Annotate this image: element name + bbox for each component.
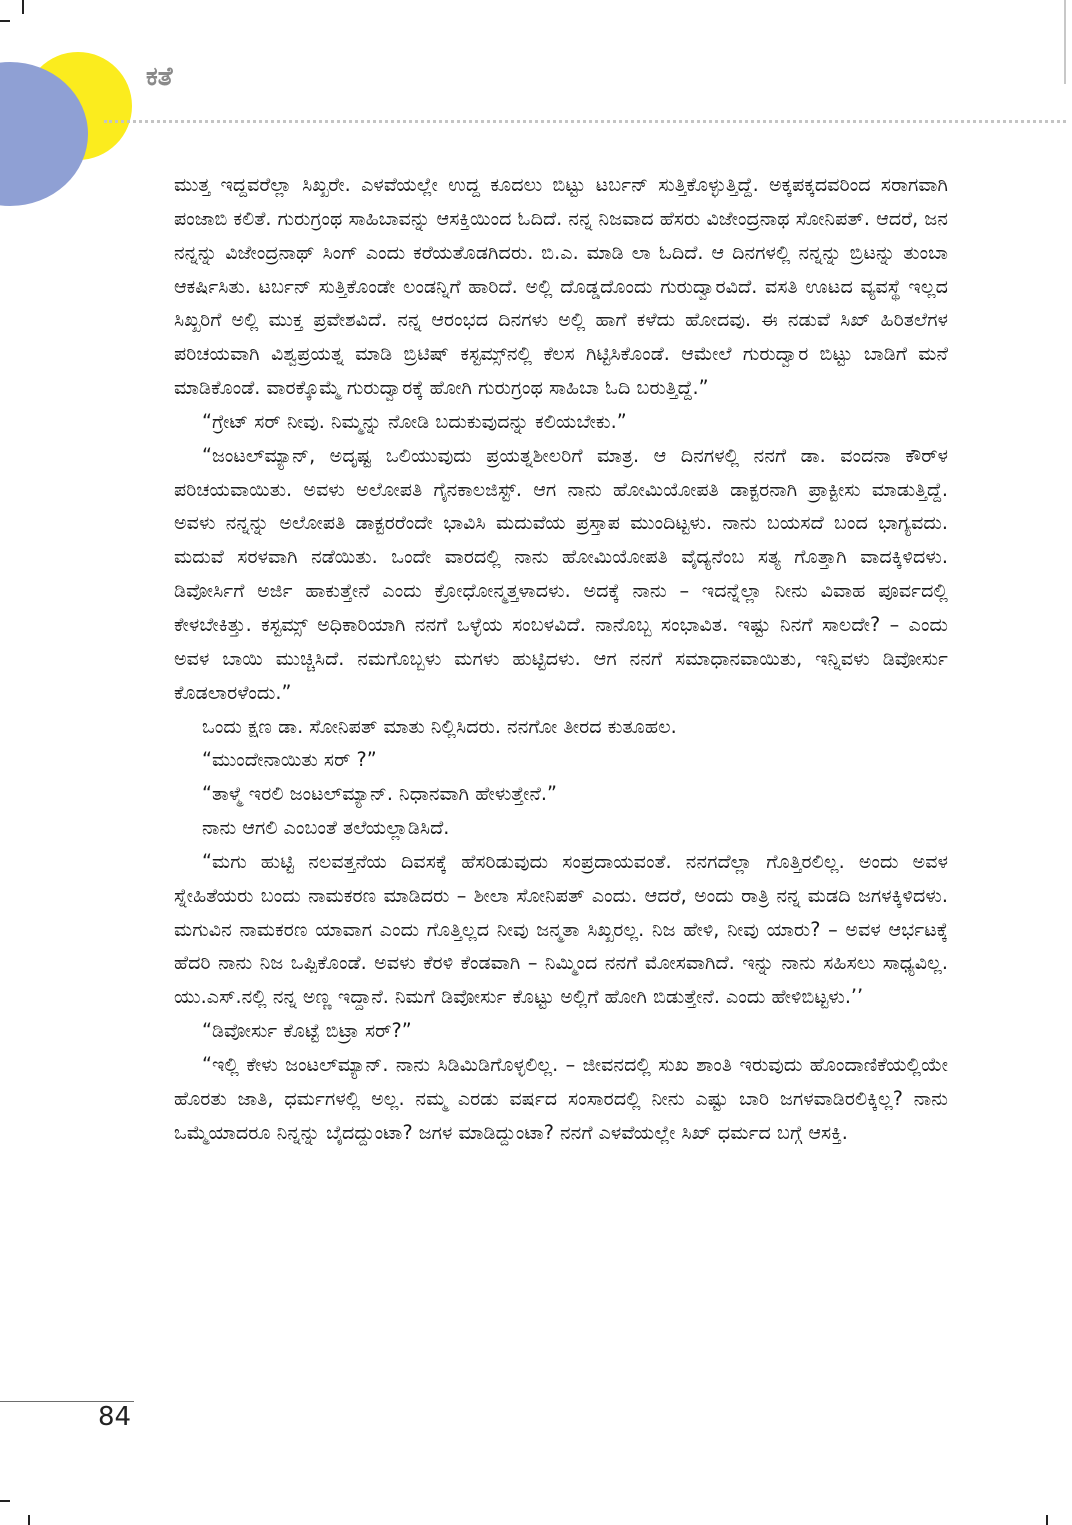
page-edge-line xyxy=(1064,0,1066,84)
body-paragraph: ಒಂದು ಕ್ಷಣ ಡಾ. ಸೋನಿಪತ್ ಮಾತು ನಿಲ್ಲಿಸಿದರು. ನನಗೋ ತೀರದ ಕುತೂಹಲ. xyxy=(202,714,677,738)
crop-mark-bottom-right xyxy=(1046,1515,1048,1525)
story-body xyxy=(174,168,948,1149)
body-paragraph: “ತಾಳ್ಮೆ ಇರಲಿ ಜಂಟಲ್‌ಮ್ಯಾನ್. ನಿಧಾನವಾಗಿ ಹೇಳುತ್ತೇನೆ.” xyxy=(202,782,557,806)
body-paragraph: “ಮುಂದೇನಾಯಿತು ಸರ್ ?” xyxy=(202,748,377,772)
body-paragraph: “ಗ್ರೇಟ್ ಸರ್ ನೀವು. ನಿಮ್ಮನ್ನು ನೋಡಿ ಬದುಕುವುದನ್ನು ಕಲಿಯಬೇಕು.” xyxy=(202,409,627,433)
header-dotted-rule xyxy=(104,120,1066,123)
crop-mark-left-upper xyxy=(0,20,10,22)
page-number: 84 xyxy=(98,1402,132,1432)
crop-mark-top-left xyxy=(22,0,24,14)
body-paragraph: “ಮಗು ಹುಟ್ಟಿ ನಲವತ್ತನೆಯ ದಿವಸಕ್ಕೆ ಹೆಸರಿಡುವುದು ಸಂಪ್ರದಾಯವಂತೆ. ನನಗದೆಲ್ಲಾ ಗೊತ್ತಿರಲಿಲ್ಲ. ಅಂದು ಅವಳ ಸ್ನೇಹಿತೆಯರು ಬಂದು ನಾಮಕರಣ ಮಾಡಿದರು – ಶೀಲಾ ಸೋನಿಪತ್ ಎಂದು. ಆದರೆ, ಅಂದು ರಾತ್ರಿ ನನ್ನ ಮಡದಿ ಜಗಳಕ್ಕಿಳಿದಳು. ಮಗುವಿನ ನಾಮಕರಣ ಯಾವಾಗ ಎಂದು ಗೊತ್ತಿಲ್ಲದ ನೀವು ಜನ್ಮತಾ ಸಿಖ್ಖರಲ್ಲ. ನಿಜ ಹೇಳಿ, ನೀವು ಯಾರು? – ಅವಳ ಆರ್ಭಟಕ್ಕೆ ಹೆದರಿ ನಾನು ನಿಜ ಒಪ್ಪಿಕೊಂಡೆ. ಅವಳು ಕೆರಳಿ ಕೆಂಡವಾಗಿ – ನಿಮ್ಮಿಂದ ನನಗೆ ಮೋಸವಾಗಿದೆ. ಇನ್ನು ನಾನು ಸಹಿಸಲು ಸಾಧ್ಯವಿಲ್ಲ. ಯು.ಎಸ್.ನಲ್ಲಿ ನನ್ನ ಅಣ್ಣ ಇದ್ದಾನೆ. ನಿಮಗೆ ಡಿವೋರ್ಸು ಕೊಟ್ಟು ಅಲ್ಲಿಗೆ ಹೋಗಿ ಬಿಡುತ್ತೇನೆ. ಎಂದು ಹೇಳಿಬಿಟ್ಟಳು.’’ xyxy=(174,849,948,1009)
body-paragraph: ನಾನು ಆಗಲಿ ಎಂಬಂತೆ ತಲೆಯಲ್ಲಾಡಿಸಿದೆ. xyxy=(202,816,450,840)
body-paragraph: “ಡಿವೋರ್ಸು ಕೊಟ್ಟೆ ಬಿಟ್ರಾ ಸರ್?” xyxy=(202,1019,412,1043)
section-title: ಕತೆ xyxy=(146,62,173,92)
body-paragraph: ಮುತ್ತ ಇದ್ದವರೆಲ್ಲಾ ಸಿಖ್ಖರೇ. ಎಳವೆಯಲ್ಲೇ ಉದ್ದ ಕೂದಲು ಬಿಟ್ಟು ಟರ್ಬನ್ ಸುತ್ತಿಕೊಳ್ಳುತ್ತಿದ್ದೆ. ಅಕ್ಕಪಕ್ಕದವರಿಂದ ಸರಾಗವಾಗಿ ಪಂಜಾಬಿ ಕಲಿತೆ. ಗುರುಗ್ರಂಥ ಸಾಹಿಬಾವನ್ನು ಆಸಕ್ತಿಯಿಂದ ಓದಿದೆ. ನನ್ನ ನಿಜವಾದ ಹೆಸರು ವಿಜೇಂದ್ರನಾಥ ಸೋನಿಪತ್. ಆದರೆ, ಜನ ನನ್ನನ್ನು ವಿಜೇಂದ್ರನಾಥ್ ಸಿಂಗ್ ಎಂದು ಕರೆಯತೊಡಗಿದರು. ಬಿ.ಎ. ಮಾಡಿ ಲಾ ಓದಿದೆ. ಆ ದಿನಗಳಲ್ಲಿ ನನ್ನನ್ನು ಬ್ರಿಟನ್ನು ತುಂಬಾ ಆಕರ್ಷಿಸಿತು. ಟರ್ಬನ್ ಸುತ್ತಿಕೊಂಡೇ ಲಂಡನ್ನಿಗೆ ಹಾರಿದೆ. ಅಲ್ಲಿ ದೊಡ್ಡದೊಂದು ಗುರುದ್ವಾರವಿದೆ. ವಸತಿ ಊಟದ ವ್ಯವಸ್ಥೆ ಇಲ್ಲದ ಸಿಖ್ಖರಿಗೆ ಅಲ್ಲಿ ಮುಕ್ತ ಪ್ರವೇಶವಿದೆ. ನನ್ನ ಆರಂಭದ ದಿನಗಳು ಅಲ್ಲಿ ಹಾಗೆ ಕಳೆದು ಹೋದವು. ಈ ನಡುವೆ ಸಿಖ್ ಹಿರಿತಲೆಗಳ ಪರಿಚಯವಾಗಿ ವಿಶ್ವಪ್ರಯತ್ನ ಮಾಡಿ ಬ್ರಿಟಿಷ್ ಕಸ್ಟಮ್ಸ್‌ನಲ್ಲಿ ಕೆಲಸ ಗಿಟ್ಟಿಸಿಕೊಂಡೆ. ಆಮೇಲೆ ಗುರುದ್ವಾರ ಬಿಟ್ಟು ಬಾಡಿಗೆ ಮನೆ ಮಾಡಿಕೊಂಡೆ. ವಾರಕ್ಕೊಮ್ಮೆ ಗುರುದ್ವಾರಕ್ಕೆ ಹೋಗಿ ಗುರುಗ್ರಂಥ ಸಾಹಿಬಾ ಓದಿ ಬರುತ್ತಿದ್ದೆ.” xyxy=(174,173,948,400)
crop-mark-bottom-left xyxy=(28,1515,30,1525)
body-paragraph: “ಜಂಟಲ್‌ಮ್ಯಾನ್, ಅದೃಷ್ಟ ಒಲಿಯುವುದು ಪ್ರಯತ್ನಶೀಲರಿಗೆ ಮಾತ್ರ. ಆ ದಿನಗಳಲ್ಲಿ ನನಗೆ ಡಾ. ವಂದನಾ ಕೌರ್‌ಳ ಪರಿಚಯವಾಯಿತು. ಅವಳು ಅಲೋಪತಿ ಗೈನಕಾಲಜಿಸ್ಟ್. ಆಗ ನಾನು ಹೋಮಿಯೋಪತಿ ಡಾಕ್ಟರನಾಗಿ ಪ್ರಾಕ್ಟೀಸು ಮಾಡುತ್ತಿದ್ದೆ. ಅವಳು ನನ್ನನ್ನು ಅಲೋಪತಿ ಡಾಕ್ಟರರೆಂದೇ ಭಾವಿಸಿ ಮದುವೆಯ ಪ್ರಸ್ತಾಪ ಮುಂದಿಟ್ಟಳು. ನಾನು ಬಯಸದೆ ಬಂದ ಭಾಗ್ಯವದು. ಮದುವೆ ಸರಳವಾಗಿ ನಡೆಯಿತು. ಒಂದೇ ವಾರದಲ್ಲಿ ನಾನು ಹೋಮಿಯೋಪತಿ ವೈದ್ಯನೆಂಬ ಸತ್ಯ ಗೊತ್ತಾಗಿ ವಾದಕ್ಕಿಳಿದಳು. ಡಿವೋರ್ಸಿಗೆ ಅರ್ಜಿ ಹಾಕುತ್ತೇನೆ ಎಂದು ಕ್ರೋಧೋನ್ಮತ್ತಳಾದಳು. ಅದಕ್ಕೆ ನಾನು – ಇದನ್ನೆಲ್ಲಾ ನೀನು ವಿವಾಹ ಪೂರ್ವದಲ್ಲಿ ಕೇಳಬೇಕಿತ್ತು. ಕಸ್ಟಮ್ಸ್ ಅಧಿಕಾರಿಯಾಗಿ ನನಗೆ ಒಳ್ಳೆಯ ಸಂಬಳವಿದೆ. ನಾನೊಬ್ಬ ಸಂಭಾವಿತ. ಇಷ್ಟು ನಿನಗೆ ಸಾಲದೇ? – ಎಂದು ಅವಳ ಬಾಯಿ ಮುಚ್ಚಿಸಿದೆ. ನಮಗೊಬ್ಬಳು ಮಗಳು ಹುಟ್ಟಿದಳು. ಆಗ ನನಗೆ ಸಮಾಧಾನವಾಯಿತು, ಇನ್ನಿವಳು ಡಿವೋರ್ಸು ಕೊಡಲಾರಳೆಂದು.” xyxy=(174,443,948,704)
body-paragraph: “ಇಲ್ಲಿ ಕೇಳು ಜಂಟಲ್‌ಮ್ಯಾನ್. ನಾನು ಸಿಡಿಮಿಡಿಗೊಳ್ಳಲಿಲ್ಲ. – ಜೀವನದಲ್ಲಿ ಸುಖ ಶಾಂತಿ ಇರುವುದು ಹೊಂದಾಣಿಕೆಯಲ್ಲಿಯೇ ಹೊರತು ಜಾತಿ, ಧರ್ಮಗಳಲ್ಲಿ ಅಲ್ಲ. ನಮ್ಮ ಎರಡು ವರ್ಷದ ಸಂಸಾರದಲ್ಲಿ ನೀನು ಎಷ್ಟು ಬಾರಿ ಜಗಳವಾಡಿರಲಿಕ್ಕಿಲ್ಲ? ನಾನು ಒಮ್ಮೆಯಾದರೂ ನಿನ್ನನ್ನು ಬೈದದ್ದುಂಟಾ? ಜಗಳ ಮಾಡಿದ್ದುಂಟಾ? ನನಗೆ ಎಳವೆಯಲ್ಲೇ ಸಿಖ್ ಧರ್ಮದ ಬಗ್ಗೆ ಆಸಕ್ತಿ. xyxy=(174,1052,948,1144)
crop-mark-left-lower xyxy=(0,1500,10,1502)
